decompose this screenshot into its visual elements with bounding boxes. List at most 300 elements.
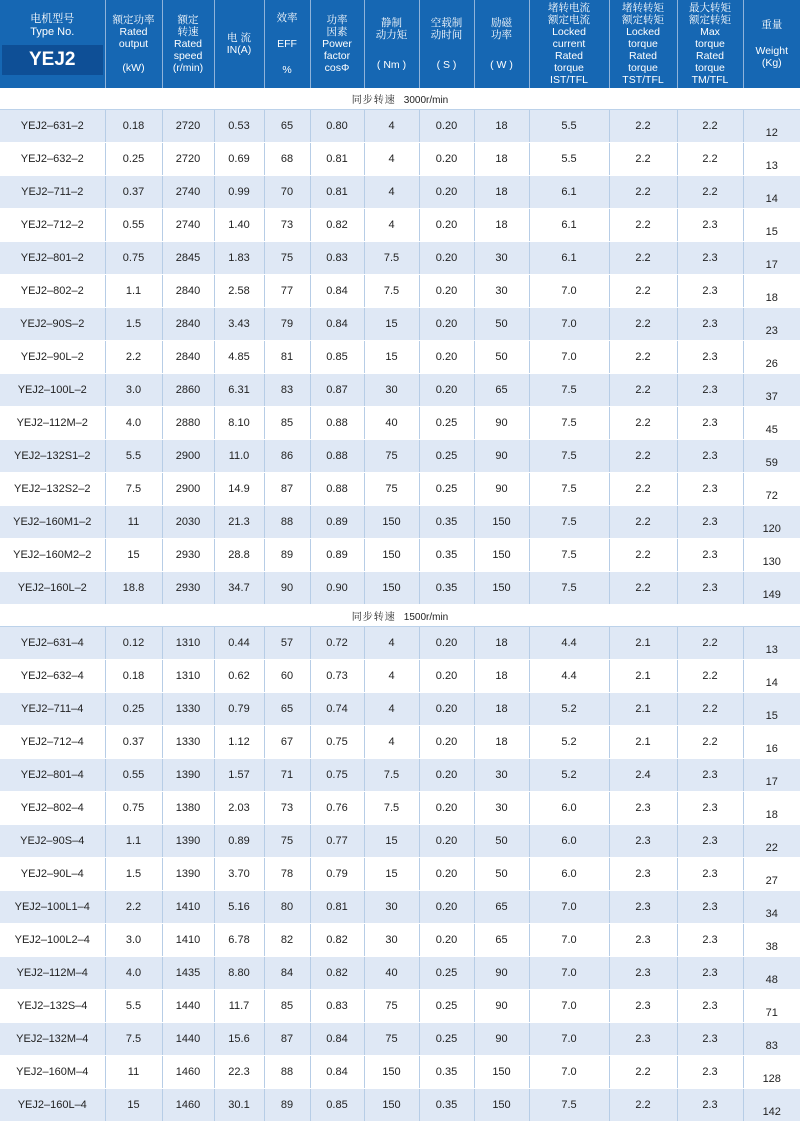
cell-max-torque: 2.3	[677, 275, 743, 308]
cell-output: 3.0	[105, 924, 162, 957]
cell-locked-current: 6.0	[529, 792, 609, 825]
cell-brake-time: 0.35	[419, 1056, 474, 1089]
cell-power-factor: 0.84	[310, 1023, 364, 1056]
cell-max-torque: 2.3	[677, 209, 743, 242]
cell-weight: 120	[743, 506, 800, 539]
cell-current: 14.9	[214, 473, 264, 506]
cell-output: 5.5	[105, 440, 162, 473]
cell-power-factor: 0.77	[310, 825, 364, 858]
cell-excitation: 18	[474, 660, 529, 693]
cell-current: 6.78	[214, 924, 264, 957]
cell-power-factor: 0.83	[310, 242, 364, 275]
cell-brake-time: 0.20	[419, 275, 474, 308]
cell-locked-torque: 2.2	[609, 473, 677, 506]
cell-model: YEJ2–90L–4	[0, 858, 105, 891]
cell-brake-time: 0.20	[419, 924, 474, 957]
cell-eff: 65	[264, 110, 310, 143]
cell-power-factor: 0.79	[310, 858, 364, 891]
cell-power-factor: 0.76	[310, 792, 364, 825]
cell-static-torque: 15	[364, 308, 419, 341]
cell-max-torque: 2.2	[677, 660, 743, 693]
cell-current: 5.16	[214, 891, 264, 924]
table-row	[0, 110, 800, 143]
cell-locked-torque: 2.2	[609, 308, 677, 341]
cell-locked-torque: 2.2	[609, 407, 677, 440]
cell-max-torque: 2.3	[677, 374, 743, 407]
header-locked-torque: 堵转转矩 额定转矩 Locked torque Rated torque TST/TFL	[609, 0, 677, 88]
cell-max-torque: 2.3	[677, 1056, 743, 1089]
cell-brake-time: 0.25	[419, 440, 474, 473]
cell-locked-current: 7.0	[529, 990, 609, 1023]
cell-brake-time: 0.20	[419, 693, 474, 726]
cell-speed: 2880	[162, 407, 214, 440]
cell-weight: 26	[743, 341, 800, 374]
cell-weight: 149	[743, 572, 800, 605]
section-title-label: 同步转速	[351, 95, 396, 106]
cell-excitation: 18	[474, 176, 529, 209]
cell-power-factor: 0.85	[310, 341, 364, 374]
cell-static-torque: 150	[364, 1056, 419, 1089]
cell-locked-current: 7.5	[529, 539, 609, 572]
section-speed: 1500r/min	[403, 612, 449, 623]
cell-output: 11	[105, 506, 162, 539]
cell-model: YEJ2–712–2	[0, 209, 105, 242]
cell-power-factor: 0.90	[310, 572, 364, 605]
cell-power-factor: 0.84	[310, 308, 364, 341]
cell-output: 0.75	[105, 792, 162, 825]
cell-eff: 88	[264, 506, 310, 539]
cell-model: YEJ2–711–4	[0, 693, 105, 726]
table-row	[0, 374, 800, 407]
header-current: 电 流 IN(A)	[214, 0, 264, 88]
cell-output: 0.12	[105, 627, 162, 660]
cell-weight: 71	[743, 990, 800, 1023]
table-row	[0, 572, 800, 605]
cell-static-torque: 4	[364, 209, 419, 242]
model-en: Type No.	[30, 26, 75, 38]
table-row	[0, 825, 800, 858]
cell-max-torque: 2.3	[677, 407, 743, 440]
cell-current: 0.79	[214, 693, 264, 726]
cell-static-torque: 30	[364, 374, 419, 407]
cell-excitation: 90	[474, 473, 529, 506]
cell-current: 1.12	[214, 726, 264, 759]
cell-locked-current: 5.2	[529, 693, 609, 726]
cell-locked-torque: 2.2	[609, 506, 677, 539]
cell-eff: 87	[264, 473, 310, 506]
cell-weight: 142	[743, 1089, 800, 1122]
cell-model: YEJ2–90S–4	[0, 825, 105, 858]
cell-brake-time: 0.35	[419, 506, 474, 539]
cell-model: YEJ2–160M2–2	[0, 539, 105, 572]
table-row	[0, 924, 800, 957]
cell-excitation: 18	[474, 110, 529, 143]
cell-excitation: 18	[474, 143, 529, 176]
table-row	[0, 726, 800, 759]
cell-brake-time: 0.20	[419, 792, 474, 825]
cell-static-torque: 30	[364, 891, 419, 924]
cell-speed: 1460	[162, 1089, 214, 1122]
cell-static-torque: 40	[364, 407, 419, 440]
table-row	[0, 792, 800, 825]
cell-current: 0.44	[214, 627, 264, 660]
cell-model: YEJ2–132M–4	[0, 1023, 105, 1056]
cell-max-torque: 2.3	[677, 1023, 743, 1056]
cell-power-factor: 0.73	[310, 660, 364, 693]
cell-current: 1.57	[214, 759, 264, 792]
cell-current: 11.0	[214, 440, 264, 473]
cell-static-torque: 4	[364, 693, 419, 726]
cell-max-torque: 2.3	[677, 1089, 743, 1122]
cell-excitation: 30	[474, 792, 529, 825]
cell-current: 21.3	[214, 506, 264, 539]
cell-excitation: 150	[474, 539, 529, 572]
cell-static-torque: 150	[364, 1089, 419, 1122]
cell-weight: 18	[743, 275, 800, 308]
cell-eff: 88	[264, 1056, 310, 1089]
cell-model: YEJ2–631–2	[0, 110, 105, 143]
cell-eff: 73	[264, 209, 310, 242]
cell-current: 22.3	[214, 1056, 264, 1089]
cell-locked-current: 7.5	[529, 572, 609, 605]
cell-locked-torque: 2.2	[609, 440, 677, 473]
cell-model: YEJ2–160M–4	[0, 1056, 105, 1089]
cell-brake-time: 0.20	[419, 726, 474, 759]
cell-weight: 38	[743, 924, 800, 957]
header-max-torque: 最大转矩 额定转矩 Max torque Rated torque TM/TFL	[677, 0, 743, 88]
cell-static-torque: 4	[364, 726, 419, 759]
cell-speed: 2900	[162, 440, 214, 473]
table-row	[0, 341, 800, 374]
cell-brake-time: 0.20	[419, 374, 474, 407]
cell-locked-torque: 2.1	[609, 693, 677, 726]
cell-speed: 2930	[162, 539, 214, 572]
cell-brake-time: 0.25	[419, 957, 474, 990]
cell-speed: 1390	[162, 825, 214, 858]
cell-output: 0.37	[105, 726, 162, 759]
cell-max-torque: 2.3	[677, 242, 743, 275]
section-title-label: 同步转速	[351, 612, 396, 623]
cell-excitation: 65	[474, 374, 529, 407]
section-header	[0, 605, 800, 627]
cell-excitation: 150	[474, 572, 529, 605]
cell-locked-current: 7.5	[529, 1089, 609, 1122]
cell-power-factor: 0.89	[310, 506, 364, 539]
cell-eff: 85	[264, 407, 310, 440]
header-locked-current: 堵转电流 额定电流 Locked current Rated torque IST/TFL	[529, 0, 609, 88]
cell-excitation: 90	[474, 957, 529, 990]
header-weight: 重量 Weight (Kg)	[743, 0, 800, 88]
cell-excitation: 90	[474, 1023, 529, 1056]
cell-power-factor: 0.81	[310, 143, 364, 176]
cell-output: 0.18	[105, 660, 162, 693]
cell-weight: 45	[743, 407, 800, 440]
cell-eff: 84	[264, 957, 310, 990]
cell-locked-current: 6.0	[529, 858, 609, 891]
cell-power-factor: 0.75	[310, 759, 364, 792]
cell-output: 2.2	[105, 891, 162, 924]
cell-eff: 77	[264, 275, 310, 308]
cell-max-torque: 2.3	[677, 539, 743, 572]
cell-power-factor: 0.88	[310, 440, 364, 473]
cell-static-torque: 15	[364, 825, 419, 858]
cell-static-torque: 15	[364, 341, 419, 374]
cell-eff: 87	[264, 1023, 310, 1056]
cell-locked-current: 7.0	[529, 341, 609, 374]
cell-locked-torque: 2.3	[609, 891, 677, 924]
cell-excitation: 50	[474, 308, 529, 341]
cell-excitation: 150	[474, 1089, 529, 1122]
cell-power-factor: 0.75	[310, 726, 364, 759]
cell-eff: 82	[264, 924, 310, 957]
cell-locked-torque: 2.2	[609, 341, 677, 374]
cell-output: 4.0	[105, 407, 162, 440]
cell-max-torque: 2.3	[677, 572, 743, 605]
cell-max-torque: 2.2	[677, 110, 743, 143]
table-row	[0, 627, 800, 660]
cell-output: 0.25	[105, 693, 162, 726]
cell-max-torque: 2.3	[677, 957, 743, 990]
table-row	[0, 242, 800, 275]
cell-output: 0.18	[105, 110, 162, 143]
cell-excitation: 18	[474, 726, 529, 759]
cell-power-factor: 0.84	[310, 275, 364, 308]
cell-locked-current: 6.0	[529, 825, 609, 858]
cell-model: YEJ2–632–2	[0, 143, 105, 176]
cell-static-torque: 4	[364, 110, 419, 143]
cell-static-torque: 7.5	[364, 792, 419, 825]
cell-eff: 71	[264, 759, 310, 792]
cell-model: YEJ2–90L–2	[0, 341, 105, 374]
cell-power-factor: 0.74	[310, 693, 364, 726]
cell-speed: 1310	[162, 627, 214, 660]
cell-static-torque: 4	[364, 660, 419, 693]
cell-locked-current: 7.5	[529, 440, 609, 473]
cell-locked-current: 5.5	[529, 110, 609, 143]
cell-model: YEJ2–160L–2	[0, 572, 105, 605]
cell-brake-time: 0.20	[419, 143, 474, 176]
cell-brake-time: 0.20	[419, 891, 474, 924]
cell-current: 30.1	[214, 1089, 264, 1122]
cell-model: YEJ2–112M–2	[0, 407, 105, 440]
cell-eff: 65	[264, 693, 310, 726]
cell-locked-current: 7.0	[529, 1056, 609, 1089]
cell-locked-torque: 2.2	[609, 209, 677, 242]
table-row	[0, 176, 800, 209]
header-excitation: 励磁 功率 ( W )	[474, 0, 529, 88]
cell-model: YEJ2–802–4	[0, 792, 105, 825]
cell-power-factor: 0.84	[310, 1056, 364, 1089]
cell-output: 0.25	[105, 143, 162, 176]
cell-locked-torque: 2.3	[609, 792, 677, 825]
cell-model: YEJ2–112M–4	[0, 957, 105, 990]
cell-locked-current: 4.4	[529, 627, 609, 660]
cell-speed: 1330	[162, 726, 214, 759]
cell-speed: 2845	[162, 242, 214, 275]
cell-current: 8.10	[214, 407, 264, 440]
cell-brake-time: 0.20	[419, 341, 474, 374]
cell-brake-time: 0.20	[419, 627, 474, 660]
cell-locked-torque: 2.2	[609, 176, 677, 209]
table-row	[0, 209, 800, 242]
cell-output: 3.0	[105, 374, 162, 407]
cell-eff: 85	[264, 990, 310, 1023]
cell-max-torque: 2.2	[677, 143, 743, 176]
cell-locked-torque: 2.2	[609, 143, 677, 176]
cell-brake-time: 0.20	[419, 176, 474, 209]
cell-excitation: 65	[474, 924, 529, 957]
cell-weight: 23	[743, 308, 800, 341]
table-row	[0, 693, 800, 726]
cell-power-factor: 0.81	[310, 176, 364, 209]
cell-excitation: 90	[474, 407, 529, 440]
cell-speed: 1380	[162, 792, 214, 825]
cell-output: 0.55	[105, 759, 162, 792]
cell-current: 3.70	[214, 858, 264, 891]
cell-model: YEJ2–801–2	[0, 242, 105, 275]
header-brake-time: 空载制 动时间 ( S )	[419, 0, 474, 88]
cell-eff: 89	[264, 1089, 310, 1122]
cell-weight: 14	[743, 660, 800, 693]
cell-output: 1.5	[105, 858, 162, 891]
cell-weight: 15	[743, 693, 800, 726]
cell-current: 2.58	[214, 275, 264, 308]
cell-output: 1.1	[105, 275, 162, 308]
cell-brake-time: 0.20	[419, 660, 474, 693]
cell-current: 1.40	[214, 209, 264, 242]
cell-output: 0.37	[105, 176, 162, 209]
cell-current: 2.03	[214, 792, 264, 825]
cell-power-factor: 0.83	[310, 990, 364, 1023]
cell-max-torque: 2.3	[677, 891, 743, 924]
cell-max-torque: 2.2	[677, 176, 743, 209]
cell-locked-current: 7.0	[529, 1023, 609, 1056]
cell-locked-torque: 2.2	[609, 572, 677, 605]
cell-model: YEJ2–160L–4	[0, 1089, 105, 1122]
cell-speed: 2860	[162, 374, 214, 407]
cell-static-torque: 4	[364, 176, 419, 209]
cell-eff: 70	[264, 176, 310, 209]
cell-locked-current: 7.0	[529, 308, 609, 341]
cell-static-torque: 40	[364, 957, 419, 990]
cell-weight: 17	[743, 759, 800, 792]
header-power-factor: 功率 因素 Power factor cosΦ	[310, 0, 364, 88]
cell-model: YEJ2–160M1–2	[0, 506, 105, 539]
section-speed: 3000r/min	[403, 95, 449, 106]
cell-current: 6.31	[214, 374, 264, 407]
table-row	[0, 440, 800, 473]
cell-weight: 48	[743, 957, 800, 990]
cell-excitation: 30	[474, 242, 529, 275]
cell-power-factor: 0.87	[310, 374, 364, 407]
table-row	[0, 1056, 800, 1089]
cell-static-torque: 4	[364, 627, 419, 660]
cell-locked-current: 7.0	[529, 924, 609, 957]
cell-locked-torque: 2.4	[609, 759, 677, 792]
cell-power-factor: 0.89	[310, 539, 364, 572]
section-header	[0, 88, 800, 110]
cell-static-torque: 7.5	[364, 759, 419, 792]
cell-max-torque: 2.3	[677, 825, 743, 858]
cell-locked-current: 7.0	[529, 891, 609, 924]
cell-eff: 75	[264, 242, 310, 275]
table-row	[0, 759, 800, 792]
cell-speed: 1440	[162, 990, 214, 1023]
cell-brake-time: 0.20	[419, 825, 474, 858]
cell-weight: 18	[743, 792, 800, 825]
cell-locked-torque: 2.1	[609, 627, 677, 660]
header-output: 额定功率 Rated output (kW)	[105, 0, 162, 88]
cell-locked-current: 6.1	[529, 176, 609, 209]
cell-locked-current: 7.0	[529, 957, 609, 990]
cell-locked-current: 7.5	[529, 407, 609, 440]
cell-model: YEJ2–132S–4	[0, 990, 105, 1023]
table-row	[0, 660, 800, 693]
cell-locked-current: 7.5	[529, 374, 609, 407]
cell-output: 5.5	[105, 990, 162, 1023]
cell-excitation: 90	[474, 440, 529, 473]
cell-power-factor: 0.81	[310, 891, 364, 924]
cell-speed: 1410	[162, 924, 214, 957]
cell-weight: 83	[743, 1023, 800, 1056]
table-row	[0, 1089, 800, 1122]
cell-speed: 1435	[162, 957, 214, 990]
cell-brake-time: 0.25	[419, 473, 474, 506]
table-body	[0, 88, 800, 1122]
cell-weight: 128	[743, 1056, 800, 1089]
cell-locked-torque: 2.3	[609, 924, 677, 957]
cell-max-torque: 2.3	[677, 341, 743, 374]
cell-current: 0.89	[214, 825, 264, 858]
cell-excitation: 18	[474, 627, 529, 660]
cell-excitation: 65	[474, 891, 529, 924]
cell-max-torque: 2.3	[677, 759, 743, 792]
cell-current: 8.80	[214, 957, 264, 990]
cell-power-factor: 0.72	[310, 627, 364, 660]
cell-eff: 90	[264, 572, 310, 605]
cell-weight: 22	[743, 825, 800, 858]
cell-static-torque: 4	[364, 143, 419, 176]
cell-brake-time: 0.35	[419, 539, 474, 572]
table-row	[0, 891, 800, 924]
table-row	[0, 473, 800, 506]
cell-eff: 73	[264, 792, 310, 825]
header-speed: 额定 转速 Rated speed (r/min)	[162, 0, 214, 88]
table-header	[0, 0, 800, 88]
cell-output: 4.0	[105, 957, 162, 990]
cell-speed: 2840	[162, 341, 214, 374]
cell-output: 11	[105, 1056, 162, 1089]
cell-excitation: 90	[474, 990, 529, 1023]
cell-model: YEJ2–801–4	[0, 759, 105, 792]
cell-speed: 2900	[162, 473, 214, 506]
cell-max-torque: 2.2	[677, 627, 743, 660]
cell-max-torque: 2.2	[677, 726, 743, 759]
cell-speed: 2720	[162, 110, 214, 143]
cell-excitation: 150	[474, 506, 529, 539]
cell-locked-torque: 2.1	[609, 660, 677, 693]
cell-static-torque: 75	[364, 473, 419, 506]
cell-current: 15.6	[214, 1023, 264, 1056]
cell-current: 3.43	[214, 308, 264, 341]
cell-static-torque: 150	[364, 506, 419, 539]
cell-max-torque: 2.2	[677, 693, 743, 726]
header-model	[0, 0, 105, 88]
cell-max-torque: 2.3	[677, 792, 743, 825]
cell-weight: 13	[743, 627, 800, 660]
cell-excitation: 50	[474, 825, 529, 858]
cell-max-torque: 2.3	[677, 990, 743, 1023]
